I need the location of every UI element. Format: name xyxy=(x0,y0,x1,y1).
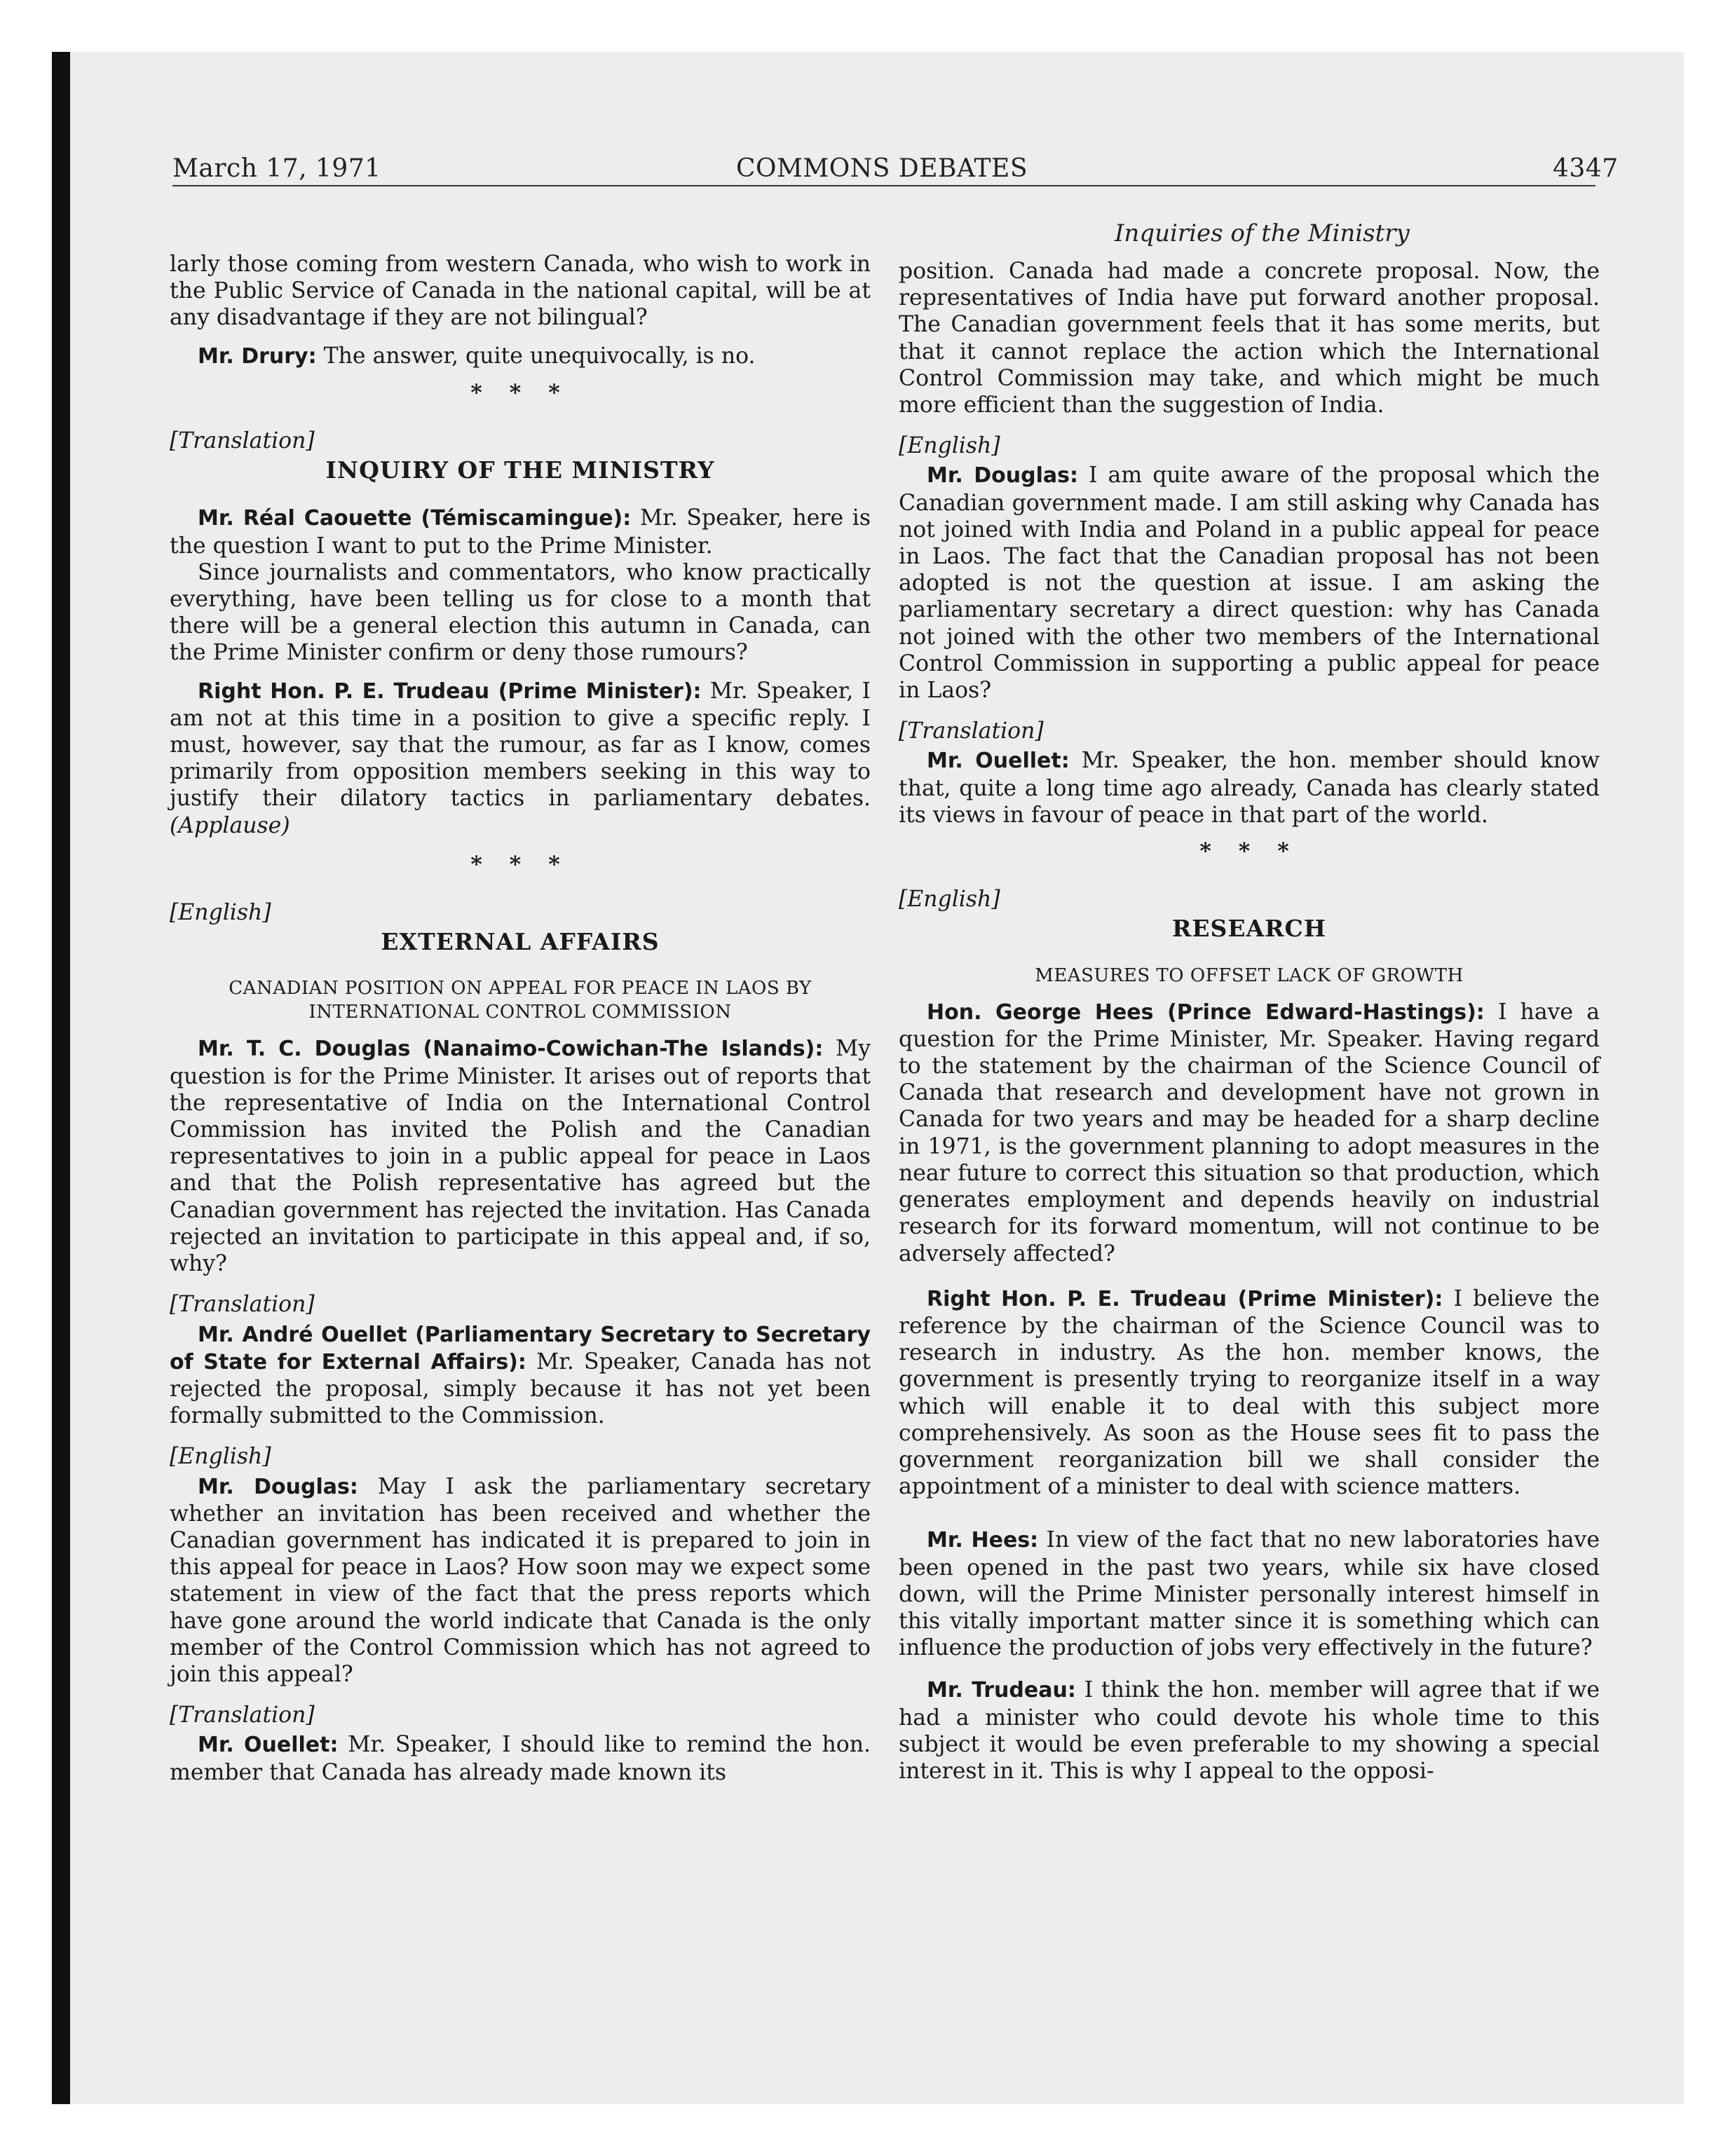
paragraph xyxy=(170,1731,871,1785)
paragraph xyxy=(170,343,871,370)
header-title: COMMONS DEBATES xyxy=(736,154,1028,183)
paragraph-text: I have a question for the Prime Minister, Mr. Speaker. Having regard to the statement by the chairman of the Science Council of Canada that research and development have not grown in Canada for two years and may be headed for a sharp decline in 1971, is the government planning to adopt measures in the near future to correct this situation so that production, which generates employment and depends heavily on industrial research for its forward momentum, will not continue to be adversely affected? xyxy=(899,999,1600,1267)
language-marker: [English] xyxy=(170,1444,271,1470)
paragraph xyxy=(170,1321,871,1430)
paragraph-text: In view of the fact that no new laboratories have been opened in the past two years, while six have closed down, will the Prime Minister personally interest himself in this vitally important matter since it is something which can influence the production of jobs very effectively in the future? xyxy=(899,1527,1600,1661)
paragraph-text: Mr. Speaker, Canada has not rejected the proposal, simply because it has not yet been formally submitted to the Commission. xyxy=(170,1349,871,1429)
section-separator: * * * xyxy=(1199,838,1299,865)
header-rule xyxy=(172,185,1595,186)
paragraph-text: Mr. Speaker, the hon. member should know that, quite a long time ago already, Canada has clearly stated its views in favour of peace in that part of the world. xyxy=(899,748,1600,828)
section-subheading: MEASURES TO OFFSET LACK OF GROWTH xyxy=(1035,964,1464,986)
paragraph: larly those coming from western Canada, who wish to work in the Public Service of Canada in the national capital, will be at any disadvantage if they are not bilingual? xyxy=(170,252,871,331)
header-page-number: 4347 xyxy=(1553,154,1619,183)
paragraph xyxy=(170,505,871,559)
section-separator: * * * xyxy=(470,379,570,406)
speaker-name: Right Hon. P. E. Trudeau (Prime Minister): xyxy=(198,678,702,704)
running-head: Inquiries of the Ministry xyxy=(1115,219,1410,247)
paragraph-text: I believe the reference by the chairman of the Science Council was to research in industry. As the hon. member knows, the government is presently trying to reorganize itself in a way which will enable it to deal with this subject more comprehensively. As soon as the House sees fit to pass the government reorganization bill we shall consider the appointment of a minister to deal with science matters. xyxy=(899,1285,1600,1500)
paragraph xyxy=(899,1285,1600,1501)
speaker-name: Mr. Trudeau: xyxy=(927,1678,1076,1703)
speaker-name: Mr. Ouellet: xyxy=(927,749,1070,774)
paragraph: position. Canada had made a concrete proposal. Now, the representatives of India have put forward another proposal. The Canadian government feels that it has some merits, but that it cannot replace the action which the International Control Commission may take, and which might be much more efficient than the suggestion of India. xyxy=(899,259,1600,418)
left-column xyxy=(170,251,871,1786)
paragraph xyxy=(170,678,871,839)
paragraph xyxy=(170,1035,871,1277)
header-date: March 17, 1971 xyxy=(172,154,381,183)
paragraph xyxy=(899,1677,1600,1785)
right-column xyxy=(899,258,1600,1785)
speaker-name: Mr. Réal Caouette (Témiscamingue): xyxy=(198,506,632,531)
speaker-name: Hon. George Hees (Prince Edward-Hastings): xyxy=(927,999,1485,1025)
paragraph: Since journalists and commentators, who know practically everything, have been telling us for close to a month that there will be a general election this autumn in Canada, can the Prime Minister confirm or deny those rumours? xyxy=(170,559,871,666)
language-marker: [English] xyxy=(899,433,1000,459)
paragraph xyxy=(170,1473,871,1688)
scan-edge-shadow xyxy=(52,52,70,2104)
section-heading: RESEARCH xyxy=(1171,915,1327,943)
speaker-name: Mr. Drury: xyxy=(198,343,317,369)
section-subheading: CANADIAN POSITION ON APPEAL FOR PEACE IN LAOS BY INTERNATIONAL CONTROL COMMISSION xyxy=(229,978,812,1023)
language-marker: [English] xyxy=(170,900,271,926)
section-heading: EXTERNAL AFFAIRS xyxy=(381,928,660,956)
paragraph-text: Mr. Speaker, I should like to remind the hon. member that Canada has already made known its xyxy=(170,1732,871,1785)
paragraph-text: I am quite aware of the proposal which the Canadian government made. I am still asking why Canada has not joined with India and Poland in a public appeal for peace in Laos. The fact that the Canadian proposal has not been adopted is not the question at issue. I am asking the parliamentary secretary a direct question: why has Canada not joined with the other two members of the International Control Commission in supporting a public appeal for peace in Laos? xyxy=(899,463,1600,704)
paragraph-text: I think the hon. member will agree that if we had a minister who could devote his whole time to this subject it would be even preferable to my showing a special interest in it. This is why I appeal to the opposi- xyxy=(899,1677,1600,1784)
speaker-name: Right Hon. P. E. Trudeau (Prime Minister): xyxy=(927,1286,1443,1311)
paragraph xyxy=(899,462,1600,704)
applause-note: (Applause) xyxy=(170,812,290,838)
paragraph xyxy=(899,747,1600,828)
paragraph-text: My question is for the Prime Minister. It arises out of reports that the representative of India on the International Control Commission has invited the Polish and the Canadian representatives to join in a public appeal for peace in Laos and that the Polish representative has agreed but the Canadian government has rejected the invitation. Has Canada rejected an invitation to participate in this appeal and, if so, why? xyxy=(170,1036,871,1277)
language-marker: [Translation] xyxy=(170,1292,315,1318)
section-separator: * * * xyxy=(470,851,570,878)
language-marker: [Translation] xyxy=(170,428,315,454)
paragraph xyxy=(899,1527,1600,1661)
language-marker: [English] xyxy=(899,887,1000,913)
speaker-name: Mr. Ouellet: xyxy=(198,1733,339,1758)
paragraph-text: Mr. Speaker, here is the question I want to put to the Prime Minister. xyxy=(170,505,871,559)
speaker-name: Mr. Douglas: xyxy=(198,1474,358,1499)
speaker-name: Mr. Douglas: xyxy=(927,463,1078,489)
paragraph xyxy=(899,999,1600,1267)
paragraph-text: Mr. Speaker, I am not at this time in a position to give a specific reply. I must, however, say that the rumour, as far as I know, comes primarily from opposition members seeking in this way to justify their dilatory tactics in parliamentary debates. xyxy=(170,678,871,812)
language-marker: [Translation] xyxy=(899,718,1044,744)
speaker-name: Mr. André Ouellet (Parliamentary Secretary to Secretary of State for External Affairs): xyxy=(170,1322,871,1374)
paragraph-text: The answer, quite unequivocally, is no. xyxy=(316,343,756,369)
speaker-name: Mr. Hees: xyxy=(927,1528,1039,1553)
section-heading: INQUIRY OF THE MINISTRY xyxy=(325,456,715,484)
speaker-name: Mr. T. C. Douglas (Nanaimo-Cowichan-The Islands): xyxy=(198,1037,824,1062)
language-marker: [Translation] xyxy=(170,1703,315,1728)
paragraph-text: May I ask the parliamentary secretary whether an invitation has been received and whether the Canadian government has indicated it is prepared to join in this appeal for peace in Laos? How soon may we expect some statement in view of the fact that the press reports which have gone around the world indicate that Canada is the only member of the Control Commission which has not agreed to join this appeal? xyxy=(170,1473,871,1687)
